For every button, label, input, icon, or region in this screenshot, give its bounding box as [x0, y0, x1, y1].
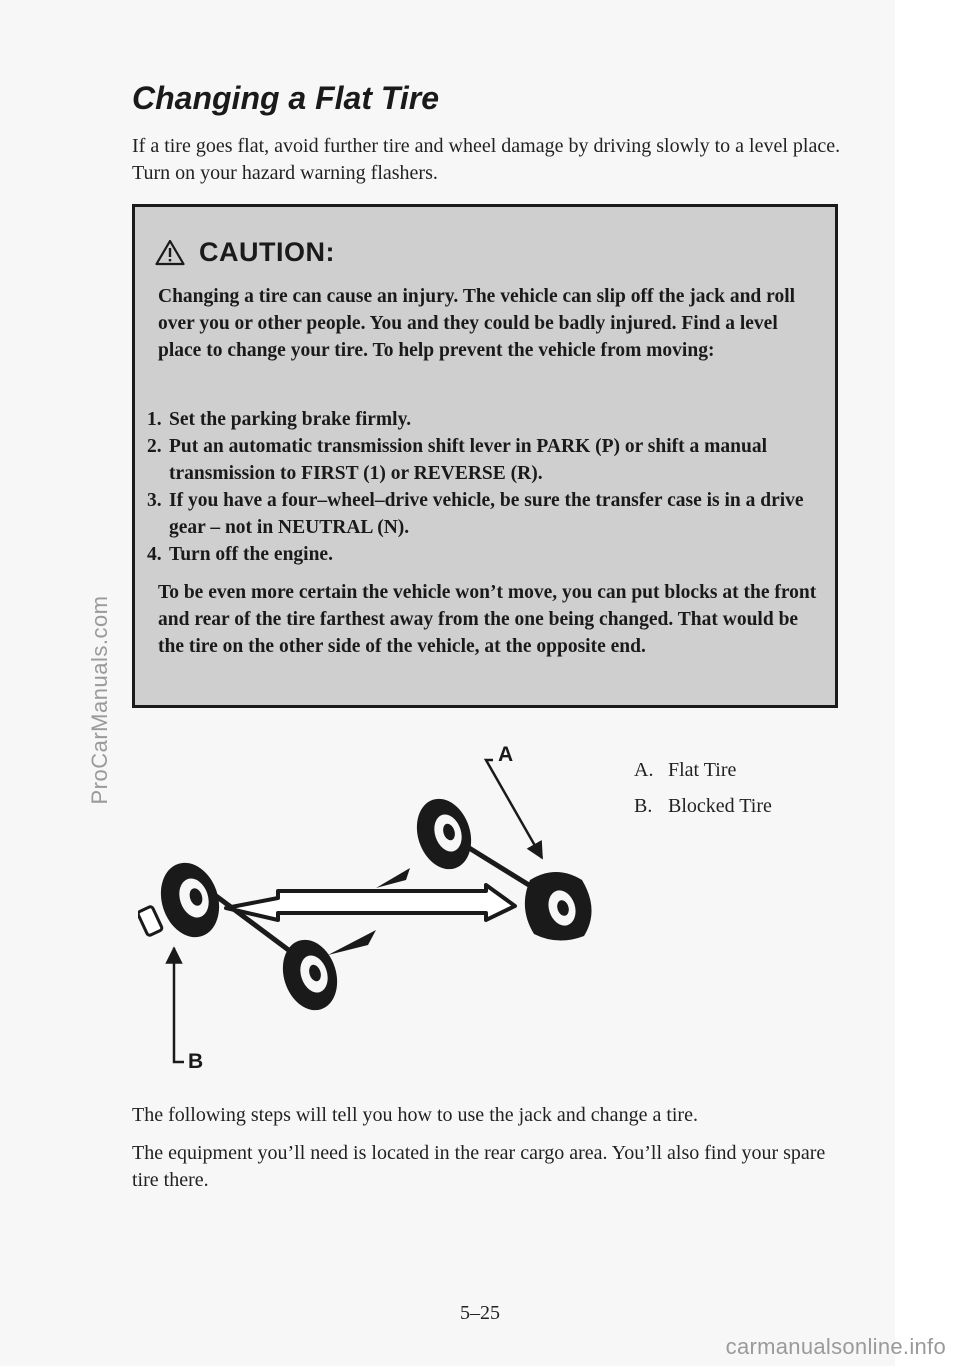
blocked-tire — [138, 855, 228, 945]
wheel-block — [138, 906, 163, 936]
step-number: 1. — [147, 409, 162, 430]
caution-paragraph-2: To be even more certain the vehicle won’t move, you can put blocks at the front and rear of the tire farthest away from the one being changed. That would be the tire on the other side of the vehicle, at the opposite end. — [158, 582, 817, 657]
figure-label-a: A — [498, 743, 514, 766]
label-b-leader — [174, 948, 184, 1062]
body-paragraph-2: The equipment you’ll need is located in the rear cargo area. You’ll also find your spare tire there. — [132, 1142, 826, 1191]
tire-diagram-drawing — [138, 740, 608, 1080]
flat-tire — [525, 872, 592, 941]
page-title: Changing a Flat Tire — [132, 80, 439, 116]
page-number: 5–25 — [460, 1302, 500, 1324]
step-number: 2. — [147, 436, 162, 457]
intro-paragraph: If a tire goes flat, avoid further tire and wheel damage by driving slowly to a level place. Turn on your hazard warning flashers. — [132, 135, 841, 184]
step-text: Put an automatic transmission shift lever in PARK (P) or shift a manual transmission to FIRST (1) or REVERSE (R). — [169, 436, 767, 484]
step-text: Turn off the engine. — [169, 544, 333, 565]
diagonal-arrow — [226, 885, 515, 920]
legend-key: B. — [634, 795, 653, 817]
page-right-margin — [895, 0, 960, 1366]
direction-arrow-icon — [376, 868, 410, 888]
warning-triangle-icon — [155, 239, 185, 266]
body-paragraph-1: The following steps will tell you how to use the jack and change a tire. — [132, 1104, 698, 1126]
caution-step — [147, 487, 819, 541]
caution-step — [147, 433, 819, 487]
step-text: If you have a four–wheel–drive vehicle, be sure the transfer case is in a drive gear – not in NEUTRAL (N). — [169, 490, 804, 538]
side-watermark: ProCarManuals.com — [87, 595, 112, 805]
legend-item — [634, 752, 772, 788]
front-tire — [408, 792, 480, 877]
caution-header — [155, 237, 335, 268]
label-a-leader — [486, 760, 542, 858]
figure-legend — [634, 752, 772, 824]
figure-label-b: B — [188, 1050, 204, 1073]
caution-box — [132, 204, 838, 708]
caution-step — [147, 406, 819, 433]
legend-key: A. — [634, 759, 654, 781]
legend-item — [634, 788, 772, 824]
caution-heading: CAUTION: — [199, 237, 335, 267]
caution-steps-list — [147, 406, 819, 568]
direction-arrow-icon — [328, 930, 376, 955]
step-text: Set the parking brake firmly. — [169, 409, 412, 430]
step-number: 3. — [147, 490, 162, 511]
tire-diagram — [138, 740, 608, 1080]
bottom-watermark: carmanualsonline.info — [725, 1334, 946, 1359]
step-number: 4. — [147, 544, 162, 565]
caution-step — [147, 541, 819, 568]
caution-paragraph-1: Changing a tire can cause an injury. The vehicle can slip off the jack and roll over you or other people. You and they could be badly injured. Find a level place to change your tire. To help prevent the vehicle from moving: — [158, 286, 796, 361]
legend-text: Flat Tire — [668, 759, 737, 781]
legend-text: Blocked Tire — [668, 795, 772, 817]
